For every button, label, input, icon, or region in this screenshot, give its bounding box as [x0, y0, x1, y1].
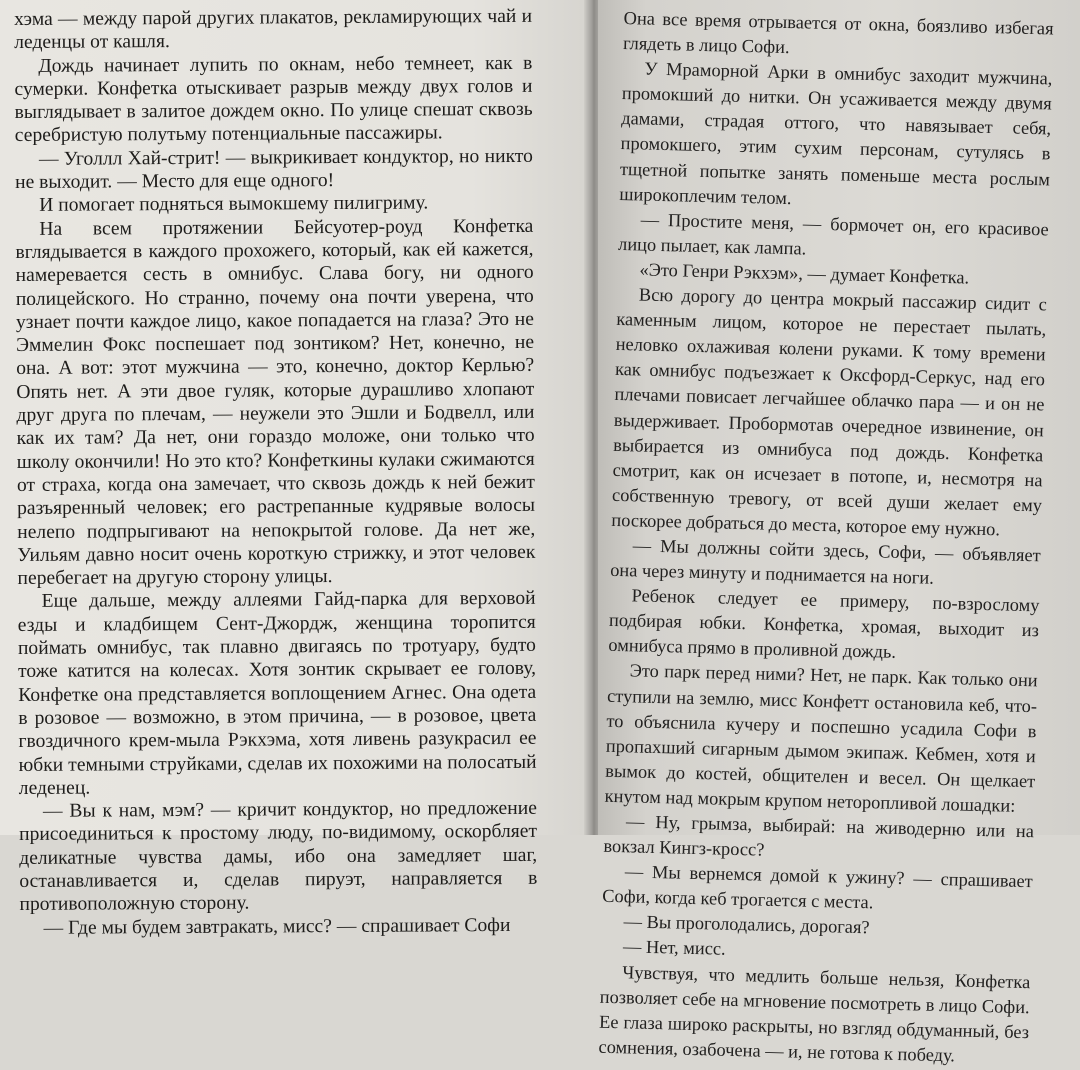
paragraph: — Вы к нам, мэм? — кричит кондуктор, но предложение присоединиться к простому люду, по-видимому, оскорбляет деликатные чувства дамы, ибо она замедляет шаг, останавливается и, сделав пируэт, направляется в противоположную сторону. — [18, 797, 538, 916]
paragraph: Ребенок следует ее примеру, по-взрослому подбирая юбки. Конфетка, хромая, выходит из омнибуса прямо в проливной дождь. — [608, 585, 1040, 663]
paragraph: — Уголлл Хай-стрит! — выкрикивает кондуктор, но никто не выходит. — Место для еще одного! — [15, 145, 533, 194]
left-page — [0, 0, 590, 939]
paragraph: — Нет, мисс. — [622, 936, 726, 960]
paragraph: Это парк перед ними? Нет, не парк. Как только они ступили на землю, мисс Конфетт остановила кеб, что-то объяснила кучеру и поспешно усадила Софи в пропахший сигарным дымом экипаж. Кебмен, хотя и вымок до костей, общителен и весел. Он щелкает кнутом над мокрым крупом неторопливой лошадки: — [604, 660, 1038, 816]
paragraph: Всю дорогу до центра мокрый пассажир сидит с каменным лицом, которое не перестает пылать, неловко охлаживая колени руками. К тому времени как омнибус подъезжает к Оксфорд-Серкус, над его плечами повисает легчайшее облачко пара — и он не выдерживает. Пробормотав очередное извинение, он выбирается из омнибуса под дождь. Конфетка смотрит, как он исчезает в потопе, и, несмотря на собственную тревогу, от всей души желает ему поскорее добраться до места, которое ему нужно. — [611, 284, 1048, 540]
paragraph: хэма — между парой других плакатов, рекламирующих чай и леденцы от кашля. — [14, 5, 533, 54]
paragraph: «Это Генри Рэкхэм», — думает Конфетка. — [639, 259, 970, 288]
paragraph: Она все время отрывается от окна, боязливо избегая глядеть в лицо Софи. — [622, 7, 1054, 58]
paragraph: У Мраморной Арки в омнибус заходит мужчина, промокший до нитки. Он усаживается между двумя дамами, страдая оттого, что навязывает себя, промокшего, этим сухим персонам, сутулясь в тщетной попытке занять поменьше места рослым широкоплечим телом. — [619, 58, 1053, 208]
paragraph: — Где мы будем завтракать, мисс? — спрашивает Софи — [43, 914, 511, 939]
paragraph: — Мы должны сойти здесь, Софи, — объявляет она через минуту и поднимается на ноги. — [609, 535, 1041, 588]
left-page-text — [14, 5, 538, 940]
paragraph: Еще дальше, между аллеями Гайд-парка для верховой езды и кладбищем Сент-Джордж, женщина торопится поймать омнибус, так плавно двигаясь по тротуару, будто тоже катится на колесах. Хотя зонтик скрывает ее голову, Конфетке она представляется воплощением Агнес. Она одета в розовое — возможно, в этом причина, — в розовое, цвета гвоздичного крем-мыла Рэкхэма, хотя ливень разукрасил ее юбки темными струйками, сделав их похожими на полосатый леденец. — [17, 588, 537, 799]
paragraph: Чувствуя, что медлить больше нельзя, Конфетка позволяет себе на мгновение посмотреть в лицо Софи. Ее глаза широко раскрыты, но взгляд обдуманный, без сомнения, озабочена — и, не готова к победу. — [598, 961, 1031, 1066]
paragraph: — Ну, грымза, выбирай: на живодерню или на вокзал Кингз-кросс? — [603, 811, 1035, 860]
paragraph: — Мы вернемся домой к ужину? — спрашивает Софи, когда кеб трогается с места. — [602, 861, 1033, 913]
paragraph: На всем протяжении Бейсуотер-роуд Конфетка вглядывается в каждого прохожего, который, как ей кажется, намеревается сесть в омнибус. Слава богу, ни одного полицейского. Но странно, почему она почти уверена, что узнает почти каждое лицо, какое попадается на глаза? Это не Эммелин Фокс поспешает под зонтиком? Нет, конечно, не она. А вот: этот мужчина — это, конечно, доктор Керлью? Опять нет. А эти двое гуляк, которые дурашливо хлопают друг друга по плечам, — неужели это Эшли и Бодвелл, или как их там? Да нет, они гораздо моложе, они только что школу окончили! Но это кто? Конфеткины кулаки сжимаются от страха, когда она замечает, что сквозь дождь к ней бежит разъяренный человек; его растрепанные кудрявые волосы нелепо подпрыгивают на непокрытой голове. Да нет же, Уильям давно носит очень короткую стрижку, и этот человек перебегает на другую сторону улицы. — [15, 215, 536, 590]
right-page-text — [598, 6, 1054, 1070]
paragraph: И помогает подняться вымокшему пилигриму. — [39, 192, 429, 217]
paragraph: — Вы проголодались, дорогая? — [623, 911, 870, 938]
right-page — [598, 0, 1080, 1066]
paragraph: — Простите меня, — бормочет он, его красивое лицо пылает, как лампа. — [617, 209, 1049, 259]
paragraph: Дождь начинает лупить по окнам, небо темнеет, как в сумерки. Конфетка отыскивает разрыв между двух голов и выглядывает в залитое дождем окно. По улице спешат сквозь серебристую полутьму потенциальные пассажиры. — [14, 52, 533, 147]
